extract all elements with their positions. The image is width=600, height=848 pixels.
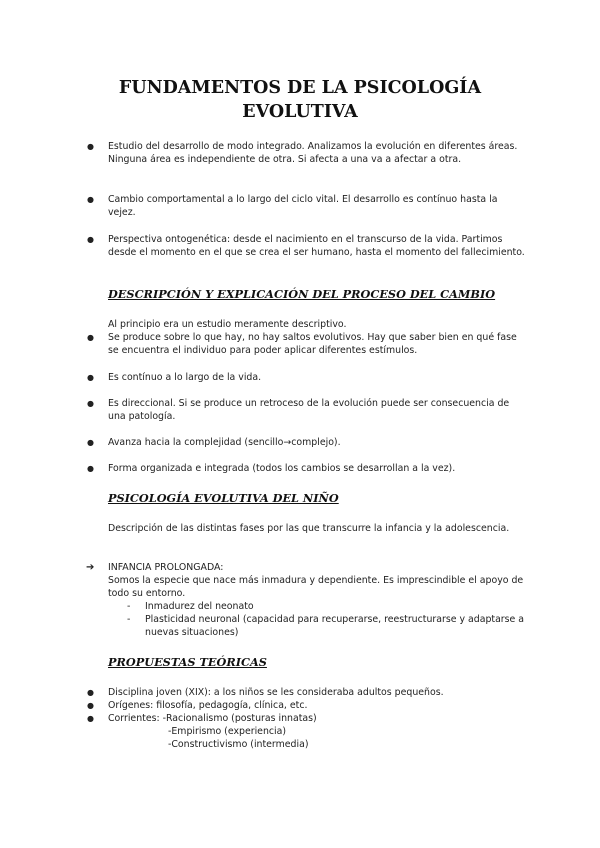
bullet-icon: ●	[87, 464, 94, 473]
bullet-icon: ●	[87, 142, 94, 151]
section3-item-2: Orígenes: filosofía, pedagogía, clínica, etc.	[108, 700, 308, 711]
section3-item-1: Disciplina joven (XIX): a los niños se les consideraba adultos pequeños.	[108, 687, 444, 698]
title-line-2: EVOLUTIVA	[242, 102, 358, 122]
bullet-icon: ●	[87, 195, 94, 204]
bullet-icon: ●	[87, 333, 94, 342]
intro-item-3: Perspectiva ontogenética: desde el nacimiento en el transcurso de la vida. Partimos desde el momento en el que se crea el ser humano, hasta el momento del fallecimiento.	[108, 234, 525, 258]
document-title	[100, 76, 500, 124]
bullet-icon: ●	[87, 399, 94, 408]
section1-item-2: Es contínuo a lo largo de la vida.	[108, 372, 262, 383]
section1-item-1: Se produce sobre lo que hay, no hay saltos evolutivos. Hay que saber bien en qué fase se encuentra el individuo para poder aplicar diferentes estímulos.	[108, 332, 517, 356]
bullet-icon: ●	[87, 688, 94, 697]
dash-bullet-icon: -	[127, 601, 131, 612]
dash-bullet-icon: -	[127, 614, 131, 625]
intro-item-2: Cambio comportamental a lo largo del ciclo vital. El desarrollo es contínuo hasta la vejez.	[108, 194, 498, 218]
section3-continuation-2: -Constructivismo (intermedia)	[168, 739, 309, 750]
bullet-icon: ●	[87, 235, 94, 244]
section1-item-5: Forma organizada e integrada (todos los cambios se desarrollan a la vez).	[108, 463, 456, 474]
infancia-prolongada-title: INFANCIA PROLONGADA:	[108, 562, 224, 573]
section1-lead: Al principio era un estudio meramente descriptivo.	[108, 319, 347, 330]
bullet-icon: ●	[87, 701, 94, 710]
section2-lead: Descripción de las distintas fases por las que transcurre la infancia y la adolescencia.	[108, 523, 510, 534]
arrow-bullet-icon: ➔	[86, 562, 95, 573]
title-line-1: FUNDAMENTOS DE LA PSICOLOGÍA	[118, 78, 482, 98]
section3-item-3: Corrientes: -Racionalismo (posturas innatas)	[108, 713, 317, 724]
section2-subitem-1: Inmadurez del neonato	[145, 601, 254, 612]
intro-item-1: Estudio del desarrollo de modo integrado. Analizamos la evolución en diferentes áreas. Ninguna área es independiente de otra. Si afecta a una va a afectar a otra.	[108, 141, 518, 165]
infancia-prolongada-text: Somos la especie que nace más inmadura y dependiente. Es imprescindible el apoyo de todo su entorno.	[108, 575, 524, 599]
bullet-icon: ●	[87, 714, 94, 723]
section-heading-psicologia-nino: PSICOLOGÍA EVOLUTIVA DEL NIÑO	[108, 491, 339, 505]
bullet-icon: ●	[87, 438, 94, 447]
section1-item-3: Es direccional. Si se produce un retroceso de la evolución puede ser consecuencia de una patología.	[108, 398, 510, 422]
section1-item-4: Avanza hacia la complejidad (sencillo→complejo).	[108, 437, 341, 448]
section-heading-descripcion: DESCRIPCIÓN Y EXPLICACIÓN DEL PROCESO DEL CAMBIO	[108, 287, 496, 301]
section-heading-propuestas: PROPUESTAS TEÓRICAS	[108, 655, 267, 669]
section2-subitem-2: Plasticidad neuronal (capacidad para recuperarse, reestructurarse y adaptarse a nuevas situaciones)	[145, 614, 525, 638]
bullet-icon: ●	[87, 373, 94, 382]
section3-continuation-1: -Empirismo (experiencia)	[168, 726, 287, 737]
